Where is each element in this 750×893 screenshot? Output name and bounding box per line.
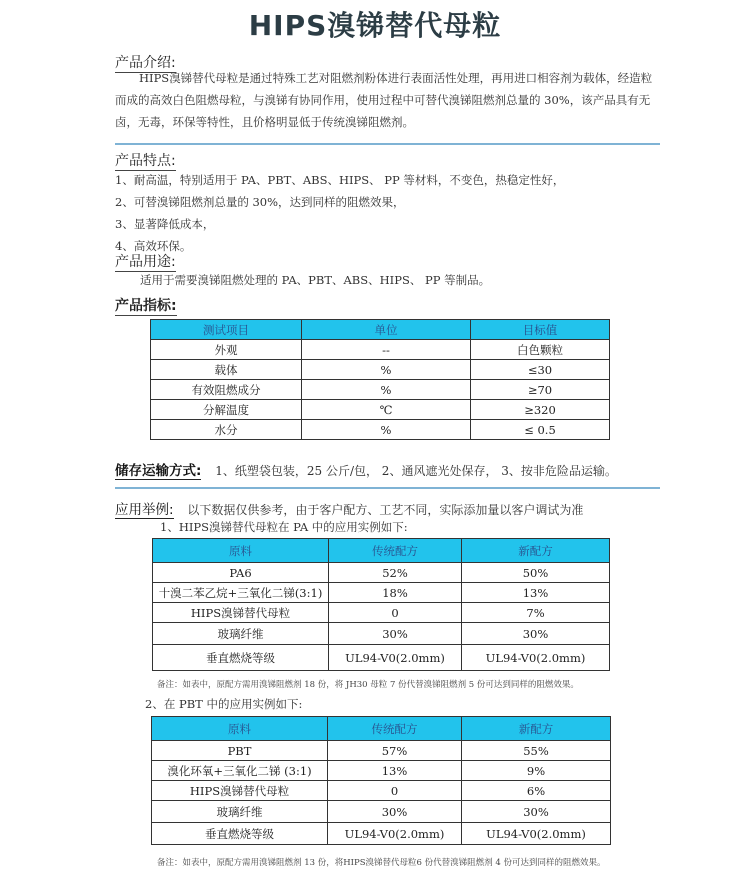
table-cell: 玻璃纤维 xyxy=(152,801,328,823)
storage-heading: 储存运输方式: xyxy=(115,463,202,479)
table-cell: ≤30 xyxy=(471,360,610,380)
table-cell: -- xyxy=(302,340,471,360)
table-row xyxy=(153,623,610,645)
table-cell: 6% xyxy=(462,781,611,801)
page-title: HIPS溴锑替代母粒 xyxy=(248,9,502,42)
pa-note: 备注：如表中，原配方需用溴锑阻燃剂 18 份，将 JH30 母粒 7 份代替溴锑阻燃剂 5 份可达到同样的阻燃效果。 xyxy=(157,680,579,690)
table-cell: UL94-V0(2.0mm) xyxy=(328,823,462,845)
table-header: 新配方 xyxy=(462,539,610,563)
table-header: 传统配方 xyxy=(329,539,462,563)
table-row xyxy=(151,360,610,380)
specs-table xyxy=(150,319,610,440)
pbt-note: 备注：如表中，原配方需用溴锑阻燃剂 13 份，将HIPS溴锑替代母粒6 份代替溴锑阻燃剂 4 份可达到同样的阻燃效果。 xyxy=(157,858,606,868)
table-row xyxy=(151,340,610,360)
features-heading: 产品特点: xyxy=(115,153,176,169)
table-cell: % xyxy=(302,360,471,380)
table-row xyxy=(153,583,610,603)
usage-heading: 产品用途: xyxy=(115,254,176,270)
examples-heading: 应用举例: xyxy=(115,502,174,518)
table-header: 传统配方 xyxy=(328,717,462,741)
table-cell: ℃ xyxy=(302,400,471,420)
table-row xyxy=(152,741,611,761)
table-cell: 52% xyxy=(329,563,462,583)
table-header: 目标值 xyxy=(471,320,610,340)
pbt-table xyxy=(151,716,611,845)
table-row xyxy=(152,761,611,781)
table-cell: PA6 xyxy=(153,563,329,583)
table-cell: 载体 xyxy=(151,360,302,380)
feature-item: 3、显著降低成本， xyxy=(115,217,215,231)
intro-heading: 产品介绍: xyxy=(115,55,176,71)
table-cell: 13% xyxy=(462,583,610,603)
table-cell: 白色颗粒 xyxy=(471,340,610,360)
table-row xyxy=(151,420,610,440)
table-row xyxy=(151,400,610,420)
example-line xyxy=(115,498,583,518)
table-cell: HIPS溴锑替代母粒 xyxy=(153,603,329,623)
table-cell: UL94-V0(2.0mm) xyxy=(329,645,462,671)
pa-table xyxy=(152,538,610,671)
table-cell: 0 xyxy=(328,781,462,801)
feature-item: 4、高效环保。 xyxy=(115,239,192,253)
table-row xyxy=(152,823,611,845)
section-divider xyxy=(115,143,660,145)
table-cell: ≥320 xyxy=(471,400,610,420)
table-cell: ≥70 xyxy=(471,380,610,400)
feature-item: 1、耐高温，特别适用于 PA、PBT、ABS、HIPS、 PP 等材料，不变色，热稳定性好， xyxy=(115,173,565,187)
table-cell: 30% xyxy=(462,623,610,645)
table-cell: 30% xyxy=(328,801,462,823)
table-cell: 7% xyxy=(462,603,610,623)
table-cell: UL94-V0(2.0mm) xyxy=(462,823,611,845)
table-cell: 有效阻燃成分 xyxy=(151,380,302,400)
table-cell: 57% xyxy=(328,741,462,761)
table-cell: ≤ 0.5 xyxy=(471,420,610,440)
table-cell: 分解温度 xyxy=(151,400,302,420)
pa-caption: 1、HIPS溴锑替代母粒在 PA 中的应用实例如下: xyxy=(160,520,408,534)
table-cell: UL94-V0(2.0mm) xyxy=(462,645,610,671)
table-header: 原料 xyxy=(153,539,329,563)
table-header: 测试项目 xyxy=(151,320,302,340)
table-cell: 9% xyxy=(462,761,611,781)
section-divider xyxy=(115,487,660,489)
table-cell: 垂直燃烧等级 xyxy=(153,645,329,671)
table-cell: % xyxy=(302,420,471,440)
table-cell: 18% xyxy=(329,583,462,603)
table-row xyxy=(153,603,610,623)
table-cell: PBT xyxy=(152,741,328,761)
table-cell: 水分 xyxy=(151,420,302,440)
examples-intro: 以下数据仅供参考，由于客户配方、工艺不同，实际添加量以客户调试为准 xyxy=(187,503,584,517)
table-cell: 55% xyxy=(462,741,611,761)
table-cell: 溴化环氧+三氧化二锑 (3:1) xyxy=(152,761,328,781)
table-header: 单位 xyxy=(302,320,471,340)
table-cell: 外观 xyxy=(151,340,302,360)
storage-line xyxy=(115,459,617,479)
table-cell: 50% xyxy=(462,563,610,583)
table-cell: % xyxy=(302,380,471,400)
table-cell: 30% xyxy=(462,801,611,823)
table-cell: 玻璃纤维 xyxy=(153,623,329,645)
table-row xyxy=(153,645,610,671)
table-row xyxy=(151,380,610,400)
table-cell: 30% xyxy=(329,623,462,645)
table-row xyxy=(152,801,611,823)
table-cell: 13% xyxy=(328,761,462,781)
pbt-caption: 2、在 PBT 中的应用实例如下: xyxy=(145,697,303,711)
intro-text: HIPS溴锑替代母粒是通过特殊工艺对阻燃剂粉体进行表面活性处理，再用进口相容剂为载体，经造粒而成的高效白色阻燃母粒，与溴锑有协同作用，使用过程中可替代溴锑阻燃剂总量的 30%，该产品具有无卤，无毒，环保等特性，且价格明显低于传统溴锑阻燃剂。 xyxy=(115,71,653,129)
table-row xyxy=(152,781,611,801)
specs-heading: 产品指标: xyxy=(115,298,177,314)
storage-text: 1、纸塑袋包装，25 公斤/包， 2、通风遮光处保存， 3、按非危险品运输。 xyxy=(215,464,617,478)
table-header: 原料 xyxy=(152,717,328,741)
table-cell: HIPS溴锑替代母粒 xyxy=(152,781,328,801)
usage-text: 适用于需要溴锑阻燃处理的 PA、PBT、ABS、HIPS、 PP 等制品。 xyxy=(140,273,491,287)
table-cell: 0 xyxy=(329,603,462,623)
table-header: 新配方 xyxy=(462,717,611,741)
table-row xyxy=(153,563,610,583)
feature-item: 2、可替溴锑阻燃剂总量的 30%，达到同样的阻燃效果， xyxy=(115,195,405,209)
table-cell: 垂直燃烧等级 xyxy=(152,823,328,845)
table-cell: 十溴二苯乙烷+三氧化二锑(3:1) xyxy=(153,583,329,603)
